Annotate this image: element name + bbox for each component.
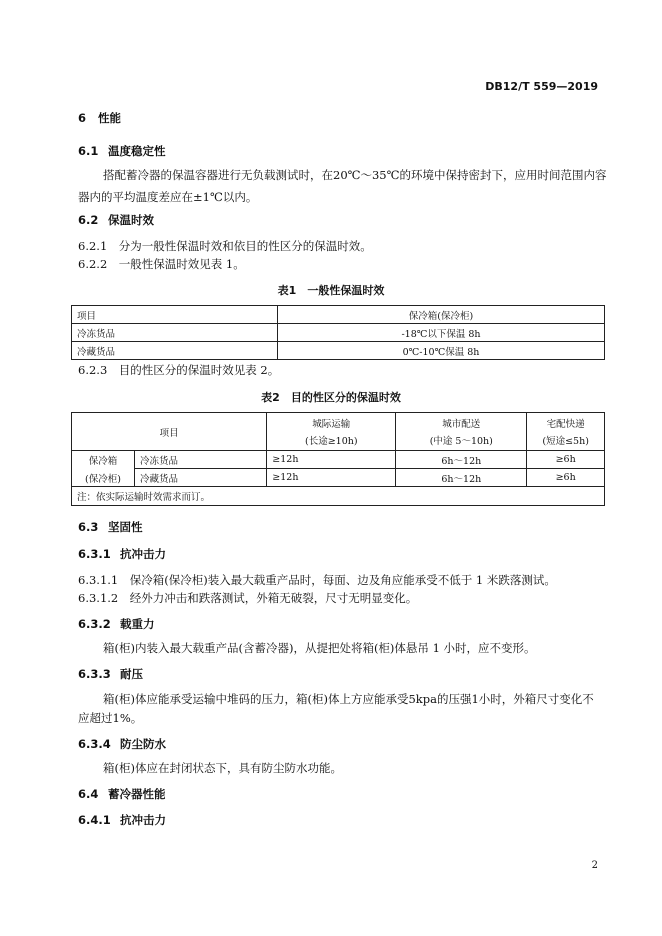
section-title: 载重力 xyxy=(120,617,155,631)
table-cell: ≥12h xyxy=(267,451,396,469)
section-6-3-1-heading xyxy=(78,546,166,562)
paragraph-6-1-line1: 搭配蓄冷器的保温容器进行无负载测试时，在20℃～35℃的环境中保持密封下，应用时间范围内容 xyxy=(103,168,607,182)
section-6-4-1-heading xyxy=(78,812,166,828)
table-cell: 6h～12h xyxy=(396,451,527,469)
table-1-caption: 表1 一般性保温时效 xyxy=(277,284,385,297)
paragraph-6-3-3-line2: 应超过1%。 xyxy=(78,711,143,725)
table-header-cell xyxy=(267,413,396,451)
section-6-3-heading xyxy=(78,519,143,535)
table-row xyxy=(72,413,605,451)
table-cell: 6h～12h xyxy=(396,469,527,487)
paragraph-6-1-line2: 器内的平均温度差应在±1℃以内。 xyxy=(78,190,258,204)
clause-6-3-1-2: 6.3.1.2 经外力冲击和跌落测试，外箱无破裂，尺寸无明显变化。 xyxy=(78,591,418,605)
table-row xyxy=(72,451,605,469)
section-number: 6.1 xyxy=(78,144,99,158)
section-6-2-heading xyxy=(78,212,154,228)
section-number: 6 xyxy=(78,111,87,125)
paragraph-6-3-3-line1: 箱(柜)体应能承受运输中堆码的压力，箱(柜)体上方应能承受5kpa的压强1小时，外箱尺寸变化不 xyxy=(103,692,594,706)
table-row xyxy=(72,469,605,487)
table-row xyxy=(72,342,605,360)
section-title: 温度稳定性 xyxy=(108,144,166,158)
section-title: 保温时效 xyxy=(108,213,154,227)
table-cell: ≥12h xyxy=(267,469,396,487)
section-6-3-4-heading xyxy=(78,736,166,752)
section-number: 6.4 xyxy=(78,787,99,801)
section-title: 性能 xyxy=(98,111,121,125)
section-number: 6.2 xyxy=(78,213,99,227)
table-cell: 冷藏货品 xyxy=(135,469,267,487)
table-header-cell: 项目 xyxy=(72,306,278,324)
page-number: 2 xyxy=(591,860,598,871)
section-title: 坚固性 xyxy=(108,520,143,534)
group-label-line2: (保冷柜) xyxy=(85,473,121,485)
table-cell: 0℃-10℃保温 8h xyxy=(278,342,605,360)
table-row xyxy=(72,306,605,324)
table-cell: 冷冻货品 xyxy=(135,451,267,469)
column-subtitle: (中途 5～10h) xyxy=(429,436,493,447)
section-number: 6.3.2 xyxy=(78,617,111,631)
table-1 xyxy=(71,305,605,360)
section-6-heading xyxy=(78,110,121,126)
column-subtitle: (短途≤5h) xyxy=(542,436,589,447)
section-6-3-2-heading xyxy=(78,616,155,632)
section-title: 耐压 xyxy=(120,667,143,681)
column-name: 城际运输 xyxy=(312,419,351,430)
paragraph-6-3-4: 箱(柜)体应在封闭状态下，具有防尘防水功能。 xyxy=(103,761,342,775)
table-row xyxy=(72,487,605,506)
clause-6-2-1: 6.2.1 分为一般性保温时效和依目的性区分的保温时效。 xyxy=(78,239,372,253)
table-group-cell xyxy=(72,451,135,487)
section-title: 防尘防水 xyxy=(120,737,166,751)
section-title: 蓄冷器性能 xyxy=(108,787,166,801)
section-number: 6.3.3 xyxy=(78,667,111,681)
table-note: 注：依实际运输时效需求而订。 xyxy=(72,487,605,506)
table-2 xyxy=(71,412,605,506)
group-label-line1: 保冷箱 xyxy=(88,455,118,467)
section-6-3-3-heading xyxy=(78,666,143,682)
clause-6-2-2: 6.2.2 一般性保温时效见表 1。 xyxy=(78,257,245,271)
document-number: DB12/T 559—2019 xyxy=(485,80,598,93)
column-name: 城市配送 xyxy=(442,419,481,430)
column-name: 宅配快递 xyxy=(546,419,585,430)
table-2-caption: 表2 目的性区分的保温时效 xyxy=(261,391,401,404)
table-header-cell xyxy=(527,413,605,451)
section-title: 抗冲击力 xyxy=(120,813,166,827)
section-number: 6.4.1 xyxy=(78,813,111,827)
section-6-1-heading xyxy=(78,143,166,159)
clause-6-3-1-1: 6.3.1.1 保冷箱(保冷柜)装入最大载重产品时，每面、边及角应能承受不低于 1 米跌落测试。 xyxy=(78,573,556,587)
column-subtitle: (长途≥10h) xyxy=(305,436,358,447)
section-number: 6.3.4 xyxy=(78,737,111,751)
table-cell: 冷冻货品 xyxy=(72,324,278,342)
table-header-cell xyxy=(396,413,527,451)
section-6-4-heading xyxy=(78,786,166,802)
section-number: 6.3 xyxy=(78,520,99,534)
table-header-cell: 项目 xyxy=(72,413,267,451)
table-cell: -18℃以下保温 8h xyxy=(278,324,605,342)
paragraph-6-3-2: 箱(柜)内装入最大载重产品(含蓄冷器)，从提把处将箱(柜)体悬吊 1 小时，应不变形。 xyxy=(103,641,536,655)
table-cell: ≥6h xyxy=(527,469,605,487)
table-cell: 冷藏货品 xyxy=(72,342,278,360)
table-cell: ≥6h xyxy=(527,451,605,469)
clause-6-2-3: 6.2.3 目的性区分的保温时效见表 2。 xyxy=(78,363,280,377)
table-row xyxy=(72,324,605,342)
table-header-cell: 保冷箱(保冷柜) xyxy=(278,306,605,324)
section-title: 抗冲击力 xyxy=(120,547,166,561)
section-number: 6.3.1 xyxy=(78,547,111,561)
